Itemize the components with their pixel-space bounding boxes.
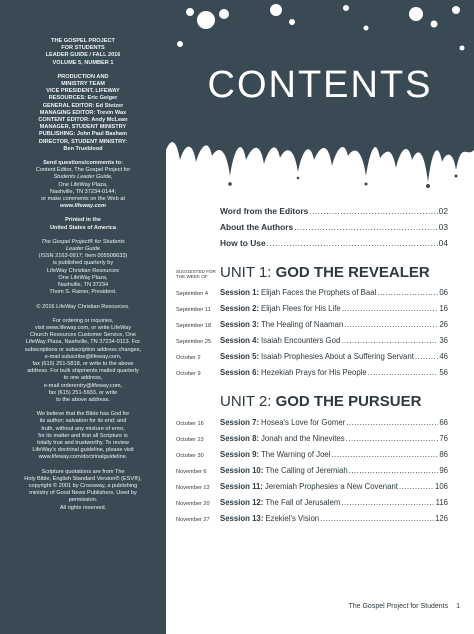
session-row[interactable] — [176, 514, 448, 526]
staff-line: GENERAL EDITOR: Ed Stetzer — [42, 102, 124, 109]
session-page: 06 — [439, 288, 448, 297]
session-date: November 13 — [176, 485, 210, 491]
ordering-line: visit www.lifeway.com, or write LifeWay — [34, 324, 132, 331]
session-row[interactable] — [176, 320, 448, 332]
toc-entry-label: How to Use — [220, 238, 266, 248]
publication-info-block — [8, 239, 158, 297]
session-row[interactable] — [176, 482, 448, 494]
staff-line: DIRECTOR, STUDENT MINISTRY: — [38, 138, 128, 145]
dot-leader — [267, 238, 438, 248]
session-number: Session 9: — [220, 450, 259, 459]
session-title: Ezekiel's Vision — [265, 514, 320, 523]
publication-line: LifeWay Christian Resources — [47, 267, 119, 274]
session-number: Session 12: — [220, 498, 264, 507]
toc-entry-page: 03 — [438, 222, 448, 232]
session-number: Session 10: — [220, 466, 264, 475]
session-number: Session 1: — [220, 288, 259, 297]
scripture-block — [8, 469, 158, 512]
staff-line: Ben Trueblood — [63, 145, 103, 152]
session-date: November 27 — [176, 517, 210, 523]
masthead-sidebar — [0, 0, 166, 634]
ordering-block — [8, 318, 158, 404]
staff-line: RESOURCES: Eric Geiger — [48, 95, 118, 102]
unit-name: GOD THE PURSUER — [275, 393, 422, 410]
printed-line: Printed in the — [65, 217, 101, 224]
ordering-line: e-mail orderentry@lifeway.com, — [43, 382, 123, 389]
session-page: 16 — [439, 304, 448, 313]
staff-line: VICE PRESIDENT, LIFEWAY — [46, 88, 120, 95]
questions-line: or make comments on the Web at — [41, 196, 125, 203]
scripture-line: copyright © 2001 by Crossway, a publishing — [28, 482, 138, 489]
staff-block — [8, 74, 158, 153]
ordering-line: to the above address. — [56, 396, 110, 403]
session-number: Session 13: — [220, 514, 264, 523]
session-number: Session 3: — [220, 320, 259, 329]
unit-name: GOD THE REVEALER — [275, 264, 430, 281]
session-page: 86 — [439, 450, 448, 459]
questions-line: One LifeWay Plaza, — [58, 181, 108, 188]
publication-line: Leader Guide — [66, 246, 100, 253]
questions-heading: Send questions/comments to: — [43, 160, 123, 167]
ordering-line: fax (615) 251-5818, or write to the above — [32, 360, 134, 367]
questions-line: Content Editor, The Gospel Project for — [35, 167, 131, 174]
footer-text: The Gospel Project for Students — [348, 603, 449, 610]
session-row[interactable] — [176, 352, 448, 364]
session-number: Session 4: — [220, 336, 259, 345]
masthead-line: THE GOSPEL PROJECT — [51, 38, 115, 44]
dot-leader — [309, 206, 437, 216]
page-footer — [300, 603, 460, 610]
session-number: Session 2: — [220, 304, 259, 313]
dot-leader — [341, 498, 434, 507]
session-date: September 18 — [176, 323, 212, 329]
questions-block — [8, 160, 158, 210]
session-date: September 25 — [176, 339, 212, 345]
publication-line: is published quarterly by — [52, 260, 114, 267]
dot-leader — [377, 288, 438, 297]
contents-banner — [166, 0, 474, 190]
scripture-line: Holy Bible, English Standard Version® (ESV®), — [24, 475, 142, 482]
toc-entry-label: About the Authors — [220, 222, 294, 232]
session-date: September 11 — [176, 307, 211, 313]
printed-block — [8, 217, 158, 231]
session-date: November 6 — [176, 469, 207, 475]
session-date: October 9 — [176, 371, 201, 377]
session-number: Session 11: — [220, 482, 263, 491]
printed-line: United States of America — [49, 224, 116, 231]
scripture-line: Scripture quotations are from The — [41, 468, 125, 475]
masthead-line: FOR STUDENTS — [61, 45, 105, 52]
session-title: Hezekiah Prays for His People — [261, 368, 367, 377]
masthead-line: VOLUME 5, NUMBER 1 — [52, 59, 114, 66]
session-title: Hosea's Love for Gomer — [261, 418, 346, 427]
staff-line: PUBLISHING: John Paul Basham — [39, 131, 127, 138]
doctrine-line: for its matter and that all Scripture is — [38, 432, 128, 439]
session-title: The Fall of Jerusalem — [265, 498, 341, 507]
session-title: Jonah and the Ninevites — [261, 434, 345, 443]
session-title: The Calling of Jeremiah — [265, 466, 348, 475]
session-row[interactable] — [176, 304, 448, 316]
unit-prefix: UNIT 2: — [220, 393, 272, 410]
ordering-line: Church Resources Customer Service, One — [29, 332, 136, 339]
publication-line: Nashville, TN 37234 — [57, 282, 109, 289]
session-row[interactable] — [176, 288, 448, 300]
dot-leader — [399, 482, 434, 491]
scripture-line: permission. — [68, 497, 98, 504]
session-date: October 2 — [176, 355, 201, 361]
dot-leader — [341, 336, 438, 345]
unit-2-heading — [220, 393, 421, 410]
ordering-line: subscriptions or subscription address changes, — [24, 346, 142, 353]
toc-entry-authors[interactable] — [220, 222, 448, 235]
session-title: Elijah Flees for His Life — [261, 304, 341, 313]
ordering-line: For ordering or inquiries, — [52, 317, 114, 324]
session-title: Elijah Faces the Prophets of Baal — [261, 288, 377, 297]
publication-title-block — [8, 38, 158, 67]
toc-entry-label: Word from the Editors — [220, 206, 309, 216]
toc-entry-page: 02 — [438, 206, 448, 216]
staff-line: MINISTRY TEAM — [61, 81, 105, 88]
session-page: 66 — [439, 418, 448, 427]
toc-entry-how-to-use[interactable] — [220, 238, 448, 251]
questions-line: Nashville, TN 37234-0144; — [49, 188, 117, 195]
session-number: Session 6: — [220, 368, 259, 377]
session-page: 116 — [435, 498, 448, 507]
session-number: Session 8: — [220, 434, 259, 443]
doctrine-line: truth, without any mixture of error, — [41, 425, 125, 432]
dot-leader — [331, 450, 438, 459]
session-page: 26 — [439, 320, 448, 329]
session-title: The Warning of Joel — [261, 450, 331, 459]
masthead-line: LEADER GUIDE / FALL 2016 — [45, 52, 121, 59]
session-date: September 4 — [176, 291, 209, 297]
website-link[interactable]: www.lifeway.com — [60, 203, 106, 210]
questions-line: Students Leader Guide, — [53, 174, 113, 181]
session-date: October 23 — [176, 437, 204, 443]
session-row[interactable] — [176, 498, 448, 510]
dot-leader — [320, 514, 434, 523]
ordering-line: LifeWay Plaza, Nashville, TN 37234-0113. For — [25, 339, 141, 346]
session-date: October 30 — [176, 453, 204, 459]
session-number: Session 5: — [220, 352, 259, 361]
dot-leader — [346, 434, 439, 443]
toc-entry-page: 04 — [438, 238, 448, 248]
session-page: 126 — [434, 514, 448, 523]
session-page: 106 — [434, 482, 448, 491]
ordering-line: address. For bulk shipments mailed quarterly — [27, 368, 139, 375]
session-title: Isaiah Encounters God — [261, 336, 341, 345]
dot-leader — [294, 222, 437, 232]
doctrine-line: We believe that the Bible has God for — [36, 411, 130, 418]
publication-line: (ISSN 2163-0917; Item 005508633) — [38, 253, 128, 260]
staff-line: MANAGER, STUDENT MINISTRY — [39, 124, 127, 131]
staff-line: PRODUCTION AND — [57, 73, 109, 80]
publication-line: Thom S. Rainer, President. — [49, 289, 117, 296]
staff-line: MANAGING EDITOR: Trevin Wax — [39, 109, 127, 116]
session-row[interactable] — [176, 466, 448, 478]
session-row[interactable] — [176, 418, 448, 430]
doctrine-line: totally true and trustworthy. To review — [37, 439, 129, 446]
session-title: Jeremiah Prophesies a New Covenant — [264, 482, 398, 491]
publication-line: The Gospel Project® for Students — [41, 238, 125, 245]
ordering-line: fax (615) 251-5933, or write — [48, 389, 118, 396]
unit-1-heading — [220, 264, 430, 281]
dot-leader — [368, 368, 439, 377]
doctrine-block — [8, 411, 158, 461]
copyright-notice: © 2016 LifeWay Christian Resources. — [36, 303, 130, 310]
dot-leader — [342, 304, 439, 313]
session-row[interactable] — [176, 336, 448, 348]
session-page: 36 — [439, 336, 448, 345]
doctrine-line: its author; salvation for its end; and — [39, 418, 127, 425]
doctrine-line: LifeWay's doctrinal guideline, please visit — [32, 447, 134, 454]
dot-leader — [344, 320, 438, 329]
session-page: 76 — [439, 434, 448, 443]
session-page: 96 — [439, 466, 448, 475]
session-number: Session 7: — [220, 418, 259, 427]
publication-line: One LifeWay Plaza, — [58, 274, 108, 281]
doctrine-line: www.lifeway.com/doctrinalguideline. — [38, 454, 128, 461]
dot-leader — [349, 466, 439, 475]
scripture-line: All rights reserved. — [59, 504, 107, 511]
dot-leader — [346, 418, 438, 427]
scripture-line: ministry of Good News Publishers. Used by — [29, 490, 137, 497]
session-row[interactable] — [176, 368, 448, 380]
session-title: The Healing of Naaman — [261, 320, 344, 329]
session-page: 56 — [439, 368, 448, 377]
session-date: November 20 — [176, 501, 210, 507]
toc-entry-editors[interactable] — [220, 206, 448, 219]
page-title: CONTENTS — [207, 64, 433, 106]
session-date: October 16 — [176, 421, 204, 427]
session-row[interactable] — [176, 434, 448, 446]
ordering-line: to one address, — [63, 375, 103, 382]
session-row[interactable] — [176, 450, 448, 462]
session-page: 46 — [439, 352, 448, 361]
staff-line: CONTENT EDITOR: Andy McLean — [38, 117, 128, 124]
page-number: 1 — [456, 603, 460, 610]
ordering-line: e-mail subscribe@lifeway.com, — [44, 353, 122, 360]
dot-leader — [415, 352, 438, 361]
unit-prefix: UNIT 1: — [220, 264, 272, 281]
session-title: Isaiah Prophesies About a Suffering Servant — [261, 352, 414, 361]
week-column-header: SUGGESTED FOR THE WEEK OF — [176, 269, 216, 280]
